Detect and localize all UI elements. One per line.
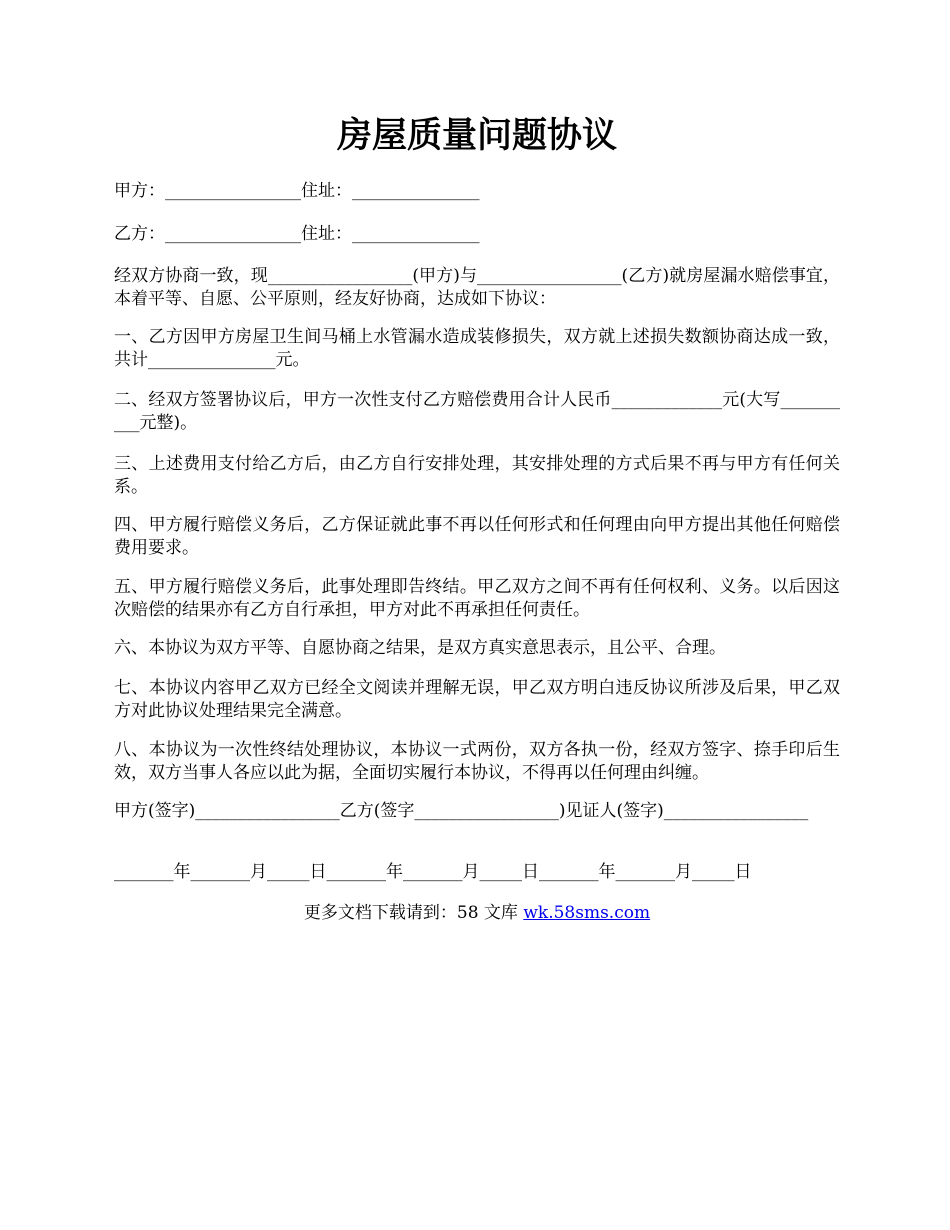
clause-1: 一、乙方因甲方房屋卫生间马桶上水管漏水造成装修损失，双方就上述损失数额协商达成一致，共计_______________元。 xyxy=(114,327,840,370)
clause-2: 二、经双方签署协议后，甲方一次性支付乙方赔偿费用合计人民币_____________元(大写__________元整)。 xyxy=(114,390,840,433)
signature-line: 甲方(签字)_________________乙方(签字_________________)见证人(签字)_________________ xyxy=(114,801,809,821)
party-a-line: 甲方：________________住址：_______________ xyxy=(114,181,480,201)
date-line: _______年_______月_____日_______年_______月_____日_______年_______月_____日 xyxy=(114,862,752,882)
clause-3: 三、上述费用支付给乙方后，由乙方自行安排处理，其安排处理的方式后果不再与甲方有任何关系。 xyxy=(114,454,840,497)
footer-text: 更多文档下载请到：58 文库 xyxy=(303,903,524,923)
footer-link[interactable]: wk.58sms.com xyxy=(523,903,651,923)
preamble-paragraph: 经双方协商一致，现_________________(甲方)与_________________(乙方)就房屋漏水赔偿事宜，本着平等、自愿、公平原则，经友好协商，达成如下协议： xyxy=(114,266,840,309)
clause-5: 五、甲方履行赔偿义务后，此事处理即告终结。甲乙双方之间不再有任何权利、义务。以后因这次赔偿的结果亦有乙方自行承担，甲方对此不再承担任何责任。 xyxy=(114,577,840,620)
clause-8: 八、本协议为一次性终结处理协议，本协议一式两份，双方各执一份，经双方签字、捺手印后生效，双方当事人各应以此为据，全面切实履行本协议，不得再以任何理由纠缠。 xyxy=(114,740,840,783)
document-title: 房屋质量问题协议 xyxy=(336,115,617,156)
clause-7: 七、本协议内容甲乙双方已经全文阅读并理解无误，甲乙双方明白违反协议所涉及后果，甲乙双方对此协议处理结果完全满意。 xyxy=(114,678,840,721)
footer xyxy=(114,902,840,925)
clause-4: 四、甲方履行赔偿义务后，乙方保证就此事不再以任何形式和任何理由向甲方提出其他任何赔偿费用要求。 xyxy=(114,515,840,558)
clause-6: 六、本协议为双方平等、自愿协商之结果，是双方真实意思表示，且公平、合理。 xyxy=(114,638,726,658)
party-b-line: 乙方：________________住址：_______________ xyxy=(114,224,480,244)
